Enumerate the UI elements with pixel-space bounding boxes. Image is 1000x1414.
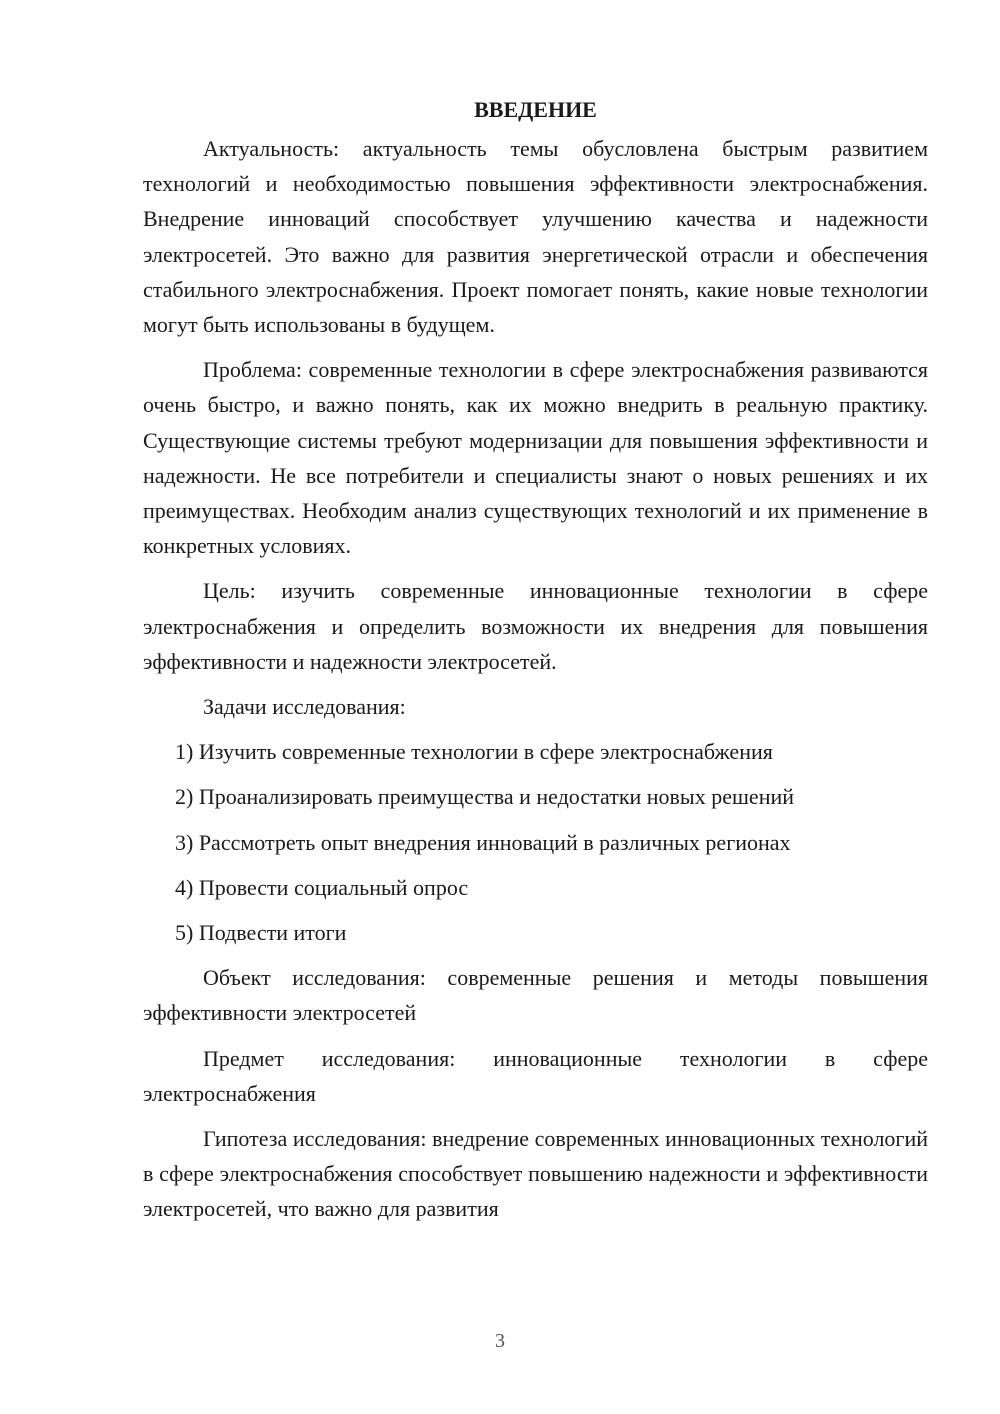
paragraph-problem: Проблема: современные технологии в сфере электроснабжения развиваются очень быстро, и важно понять, как их можно внедрить в реальную практику. Существующие системы требуют модернизации для повышения эффективности и надежности. Не все потребители и специалисты знают о новых решениях и их преимуществах. Необходим анализ существующих технологий и их применение в конкретных условиях. bbox=[143, 357, 928, 559]
tasks-list bbox=[143, 734, 928, 950]
paragraph-hypothesis: Гипотеза исследования: внедрение современных инновационных технологий в сфере электроснабжения способствует повышению надежности и эффективности электросетей, что важно для развития bbox=[143, 1126, 928, 1222]
section-title: ВВЕДЕНИЕ bbox=[474, 97, 597, 122]
document-page bbox=[143, 92, 928, 1237]
list-item: 2) Проанализировать преимущества и недостатки новых решений bbox=[175, 784, 795, 810]
list-item: 4) Провести социальный опрос bbox=[175, 874, 469, 900]
paragraph-subject: Предмет исследования: инновационные технологии в сфере электроснабжения bbox=[143, 1045, 928, 1106]
list-item: 3) Рассмотреть опыт внедрения инноваций в различных регионах bbox=[175, 829, 791, 855]
paragraph-object: Объект исследования: современные решения и методы повышения эффективности электросетей bbox=[143, 965, 928, 1026]
page-number: 3 bbox=[495, 1330, 505, 1352]
tasks-heading: Задачи исследования: bbox=[203, 694, 406, 720]
list-item: 5) Подвести итоги bbox=[175, 920, 347, 946]
list-item: 1) Изучить современные технологии в сфере электроснабжения bbox=[175, 739, 773, 765]
paragraph-goal: Цель: изучить современные инновационные технологии в сфере электроснабжения и определить возможности их внедрения для повышения эффективности и надежности электросетей. bbox=[143, 578, 928, 674]
paragraph-relevance: Актуальность: актуальность темы обусловлена быстрым развитием технологий и необходимостью повышения эффективности электроснабжения. Внедрение инноваций способствует улучшению качества и надежности электросетей. Это важно для развития энергетической отрасли и обеспечения стабильного электроснабжения. Проект помогает понять, какие новые технологии могут быть использованы в будущем. bbox=[143, 136, 928, 338]
